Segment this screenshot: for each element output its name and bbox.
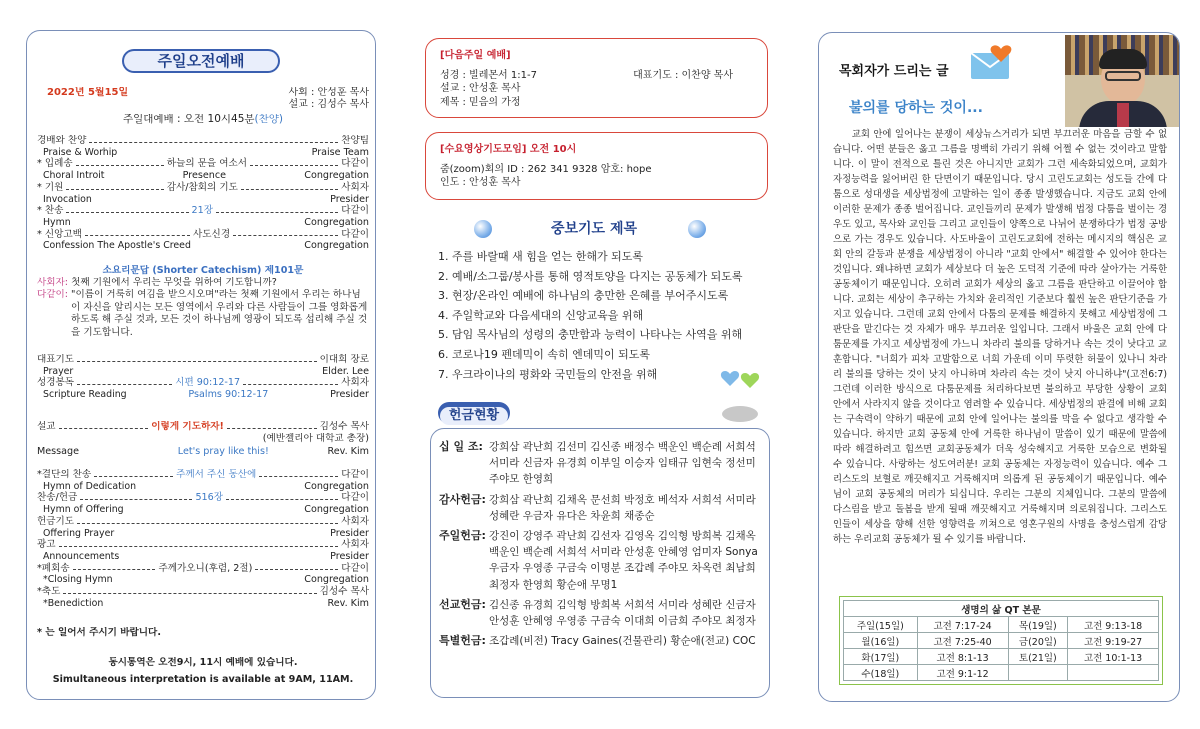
order-item-role: Praise Team	[311, 146, 369, 158]
q-label: 사회자:	[37, 277, 69, 288]
order-item-role: 다같이	[341, 492, 369, 504]
order-item-label: Praise & Worhip	[43, 146, 118, 158]
qt-cell: 고전 7:25-40	[917, 633, 1008, 649]
order-item-label: Invocation	[43, 193, 92, 205]
qt-row	[844, 649, 1159, 665]
order-item-label: *Closing Hymn	[43, 574, 113, 586]
qt-cell: 목(19일)	[1008, 617, 1068, 633]
envelope-heart-icon	[967, 39, 1023, 83]
order-item-role: Congregation	[304, 504, 369, 516]
order-item-role: Presider	[330, 550, 369, 562]
offering-row	[439, 492, 761, 524]
order-item	[37, 528, 369, 540]
order-item	[37, 240, 369, 252]
order-item-label: *폐회송	[37, 562, 70, 574]
qt-row	[844, 633, 1159, 649]
order-item	[37, 229, 369, 241]
dash-leader	[241, 182, 338, 190]
order-item-label: 성경봉독	[37, 377, 75, 389]
spacer	[71, 217, 305, 229]
qt-cell: 화(17일)	[844, 649, 918, 665]
order-list-3	[37, 469, 369, 609]
leader: 사회 : 안성훈 목사	[288, 87, 369, 98]
date-row	[37, 87, 369, 111]
spacer	[103, 598, 327, 610]
order-item-role: 김성수 목사	[319, 586, 369, 598]
order-item-label: Choral Introit	[43, 170, 105, 182]
dash-leader	[80, 492, 192, 500]
qt-cell: 토(21일)	[1008, 649, 1068, 665]
worship-order-panel	[26, 30, 376, 700]
order-item	[37, 135, 369, 147]
dash-leader	[243, 377, 338, 385]
order-item-label: *축도	[37, 586, 61, 598]
order-item-label: * 찬송	[37, 205, 64, 217]
order-item-role: 다같이	[341, 158, 369, 170]
dash-leader	[77, 354, 317, 362]
order-item-role: 이대희 장로	[319, 354, 369, 365]
spacer	[114, 528, 330, 540]
dash-leader	[233, 229, 338, 237]
order-item-label: * 기원	[37, 181, 64, 193]
dash-leader	[63, 586, 316, 594]
next-sermon-title: 제목 : 믿음의 가정	[440, 96, 521, 108]
dash-leader	[77, 516, 338, 524]
order-item	[37, 377, 369, 389]
offering-type: 감사헌금:	[439, 492, 486, 506]
officiants	[288, 87, 369, 111]
sermon-affiliation: (예반젤리아 대학교 총장)	[262, 433, 369, 444]
offering-type: 주일헌금:	[439, 529, 486, 543]
order-item-label: *Benediction	[43, 597, 104, 609]
order-item	[37, 389, 369, 401]
dash-leader	[255, 563, 338, 571]
qt-row	[844, 665, 1159, 681]
offering-title: 헌금현황	[440, 407, 508, 425]
qt-cell: 월(16일)	[844, 633, 918, 649]
next-prayer: 대표기도 : 이찬양 목사	[633, 69, 733, 81]
prayer-item: 3. 현장/온라인 예배에 하나님의 충만한 은혜를 부어주시도록	[438, 289, 729, 303]
a-text: "이름이 거룩히 여김을 받으시오며"라는 첫째 기원에서 우리는 하나님이 자신을 알리시는 모든 영역에서 우리와 다른 사람들이 그를 영화롭게 하도록 해 주실 것과, 모든 것이 하나님께 영광이 되도록 섭리해 주실 것을 기도합니다.	[71, 289, 368, 338]
order-item	[37, 182, 369, 194]
order-item-role: Presider	[330, 389, 369, 401]
order-item	[37, 366, 369, 378]
offering-list	[430, 428, 770, 698]
order-item-label: Scripture Reading	[43, 389, 127, 401]
preacher: 설교 : 김성수 목사	[288, 99, 369, 110]
order-item-label: Announcements	[43, 550, 120, 562]
dash-leader	[76, 158, 164, 166]
order-item-detail: Presence	[182, 170, 227, 182]
order-item-label: Confession The Apostle's Creed	[43, 240, 191, 252]
dash-leader	[66, 182, 163, 190]
offering-names: 조갑례(비전) Tracy Gaines(건물관리) 황순애(전교) COC	[489, 635, 756, 648]
dash-leader	[250, 158, 338, 166]
offering-title-badge	[438, 402, 510, 424]
offering-type: 특별헌금:	[439, 634, 486, 648]
order-item-detail: 사도신경	[193, 228, 231, 240]
order-item-detail: 주께서 주신 동산에	[176, 469, 257, 480]
order-item-role: 사회자	[341, 181, 369, 193]
prayer-item: 4. 주일학교와 다음세대의 신앙교육을 위해	[438, 308, 644, 322]
prayer-title: 중보기도 제목	[550, 221, 638, 237]
message-row: Message Let's pray like this! Rev. Kim	[37, 446, 369, 457]
order-item-label: Prayer	[43, 365, 74, 377]
interpretation-ko: 동시통역은 오전9시, 11시 예배에 있습니다.	[108, 657, 298, 668]
order-item-detail: 주께가오니(후렴, 2절)	[158, 562, 253, 574]
wednesday-prayer-box	[425, 132, 768, 200]
next-preacher: 설교 : 안성훈 목사	[440, 83, 521, 94]
next-week-box	[425, 38, 768, 118]
order-item-label: Offering Prayer	[43, 527, 115, 539]
qt-cell: 고전 10:1-13	[1068, 649, 1159, 665]
order-item-label: * 입례송	[37, 158, 73, 170]
order-item	[37, 563, 369, 575]
qt-cell: 고전 7:17-24	[917, 617, 1008, 633]
pastor-letter-panel	[818, 32, 1180, 702]
sermon-row: 설교 이렇게 기도하자! 김성수 목사	[37, 421, 369, 432]
offering-names: 강희삼 곽난희 김채옥 문선희 박정호 베석자 서희석 서미라 성혜란 우금자 유다은 차윤희 채종순	[489, 493, 756, 522]
order-item-label: Hymn	[43, 216, 71, 228]
dash-leader	[89, 135, 338, 143]
spacer	[119, 551, 330, 563]
order-item	[37, 598, 369, 610]
offering-type: 십 일 조:	[439, 440, 483, 453]
order-item	[37, 205, 369, 217]
spacer	[117, 147, 311, 159]
order-item-label: Hymn of Dedication	[43, 480, 137, 492]
offering-row	[439, 528, 761, 593]
service-time: 주일대예배 : 오전 10시45분(찬양)	[122, 114, 284, 125]
order-item-role: Presider	[330, 527, 369, 539]
offering-type: 선교헌금:	[439, 597, 486, 611]
qt-cell: 고전 9:1-12	[917, 665, 1008, 681]
order-item-label: 대표기도	[37, 354, 75, 365]
order-item	[37, 354, 369, 366]
order-item-label: 찬송/헌금	[37, 492, 78, 504]
order-item-label: 헌금기도	[37, 515, 75, 527]
catechism-q	[37, 277, 369, 289]
order-item	[37, 551, 369, 563]
spacer	[73, 366, 322, 378]
order-item-role: Rev. Kim	[327, 597, 369, 609]
interpretation-en: Simultaneous interpretation is available at 9AM, 11AM.	[52, 674, 354, 685]
offering-names: 강희삼 곽난희 김선미 김신종 배정수 백운인 백순례 서희석 서미라 신금자 유경희 이부일 이승자 임태규 임현숙 정선미 주야모 한영희	[489, 441, 756, 486]
order-item-role: 다같이	[341, 228, 369, 240]
wednesday-heading: [수요영상기도모임] 오전 10시	[440, 144, 577, 155]
spacer	[113, 574, 305, 586]
order-item-detail: 516장	[195, 492, 224, 504]
dash-leader	[259, 469, 338, 477]
qt-cell	[1008, 665, 1068, 681]
order-item	[37, 147, 369, 159]
prayer-item: 7. 우크라이나의 평화와 국민들의 안전을 위해	[438, 367, 658, 381]
prayer-item: 1. 주를 바랄때 새 힘을 얻는 한해가 되도록	[438, 250, 643, 263]
order-item-label: Hymn of Offering	[43, 504, 124, 516]
order-item-role: Congregation	[304, 170, 369, 182]
order-item	[37, 516, 369, 528]
order-item-role: Congregation	[304, 480, 369, 492]
order-item-role: 찬양팀	[341, 135, 369, 146]
order-item	[37, 158, 369, 170]
order-item	[37, 170, 369, 182]
offering-row	[439, 633, 761, 649]
dash-leader	[59, 539, 339, 547]
qt-cell: 수(18일)	[844, 665, 918, 681]
spacer	[191, 240, 304, 252]
worship-title: 주일오전예배	[124, 51, 278, 71]
spacer	[136, 481, 304, 493]
order-list-1	[37, 135, 369, 252]
spacer	[124, 504, 305, 516]
offering-row	[439, 597, 761, 629]
order-item	[37, 469, 369, 481]
order-item-label: *결단의 찬송	[37, 469, 92, 480]
zoom-info: 줌(zoom)회의 ID : 262 341 9328 암호: hope	[440, 163, 652, 175]
order-item	[37, 504, 369, 516]
order-item-label: * 신앙고백	[37, 228, 82, 240]
order-item	[37, 586, 369, 598]
order-item-role: Elder. Lee	[322, 365, 369, 377]
order-item	[37, 217, 369, 229]
order-item-detail: 하늘의 문을 여소서	[166, 158, 248, 170]
dash-leader	[77, 377, 172, 385]
order-item-role: 사회자	[341, 377, 369, 389]
order-item-detail: 21장	[191, 205, 214, 217]
dash-leader	[85, 229, 190, 237]
order-item	[37, 194, 369, 206]
q-text: 첫째 기원에서 우리는 무엇을 위하여 기도합니까?	[71, 277, 277, 288]
dash-leader	[226, 492, 338, 500]
qt-row	[844, 617, 1159, 633]
order-item-label: 경배와 찬양	[37, 135, 87, 146]
qt-cell: 고전 8:1-13	[917, 649, 1008, 665]
order-item-detail: 감사/참회의 기도	[166, 181, 238, 193]
qt-table	[839, 596, 1163, 685]
order-item-role: 사회자	[341, 515, 369, 527]
prayer-item: 2. 예배/소그룹/봉사를 통해 영적토양을 다지는 공동체가 되도록	[438, 269, 743, 283]
qt-cell	[1068, 665, 1159, 681]
dash-leader	[73, 563, 156, 571]
qt-title: 생명의 삶 QT 본문	[844, 601, 1159, 617]
order-item-role: 사회자	[341, 539, 369, 551]
order-item-label: 광고	[37, 539, 56, 551]
catechism-a	[37, 289, 369, 339]
qt-cell: 금(20일)	[1008, 633, 1068, 649]
prayer-item: 6. 코로나19 펜데믹이 속히 엔데믹이 되도록	[438, 347, 650, 361]
order-item-role: Congregation	[304, 574, 369, 586]
order-item-role: 다같이	[341, 469, 369, 480]
order-item-role: Congregation	[304, 216, 369, 228]
order-item-role: 다같이	[341, 562, 369, 574]
qt-cell: 고전 9:13-18	[1068, 617, 1159, 633]
order-list-2	[37, 354, 369, 401]
offering-names: 강진이 강영주 곽난희 김선자 김영옥 김익형 방희복 김채옥 백운인 백순례 서희석 서미라 안성훈 안혜영 엄미자 Sonya 우금자 우영종 구금숙 이명분 조갑례 주야모 차옥련 최남희 최정자 한영희 황순애 무명1	[489, 530, 758, 591]
service-time-note: (찬양)	[254, 114, 284, 125]
worship-title-badge	[122, 49, 280, 73]
next-week-heading: [다음주일 예배]	[440, 50, 511, 61]
qt-cell: 주일(15일)	[844, 617, 918, 633]
a-label: 다같이:	[37, 289, 69, 300]
catechism-title: 소요리문답 (Shorter Catechism) 제101문	[102, 265, 304, 276]
order-item-detail: 시편 90:12-17	[175, 377, 241, 389]
wednesday-leader: 인도 : 안성훈 목사	[440, 177, 521, 188]
order-item	[37, 481, 369, 493]
dash-leader	[66, 205, 188, 213]
offering-row	[439, 439, 761, 488]
letter-title: 목회자가 드리는 글	[839, 64, 949, 79]
order-item-role: Congregation	[304, 240, 369, 252]
order-item-role: Presider	[330, 193, 369, 205]
service-date: 2022년 5월15일	[47, 87, 129, 98]
order-item	[37, 574, 369, 586]
order-item-detail: Psalms 90:12-17	[188, 389, 269, 401]
order-item	[37, 539, 369, 551]
prayer-item: 5. 담임 목사님의 성령의 충만함과 능력이 나타나는 사역을 위해	[438, 328, 743, 342]
spacer	[92, 194, 330, 206]
dash-leader	[94, 469, 173, 477]
qt-cell: 고전 9:19-27	[1068, 633, 1159, 649]
pastor-photo	[1065, 35, 1179, 127]
heart-bubbles-icon	[718, 362, 768, 430]
dash-leader	[216, 205, 338, 213]
next-scripture: 성경 : 빌레몬서 1:1-7	[440, 69, 537, 81]
letter-body: 교회 안에 일어나는 분쟁이 세상뉴스거리가 되면 부끄러운 마음을 금할 수 없습니다. 어떤 분들은 옳고 그름을 명백히 가리기 위해 어쩔 수 없는 것이라고 말합니다. 이 말이 전적으로 틀린 것은 아니지만 교회가 그런 세속화되었으며, 교회가 자정능력을 잃어버린 한 단면이기 때문입니다. 당시 고린도교회는 성도들 간에 다툼으로 성대생을 세상법정에 고발하는 일이 종종 발생했습니다. 지금도 교회 안에 이러한 문제가 종종 벌어집니다. 교인들끼리 문제가 발생해 법정 다툼을 벌이는 경우도 있고, 목사와 교인들 그리고 교인들이 양쪽으로 나뉘어 분쟁하다가 법정 공방으로 가는 경우도 있습니다. 사도바울이 고린도교회에 전하는 메시지의 핵심은 교회 안의 갈등과 분쟁을 세상법정이 아니라 "교회 안에서" 해결할 수 있어야 한다는 것입니다. 왜냐하면 교회가 세상보다 더 높은 도덕적 기준에 따라 살아가는 거룩한 공동체이기 때문입니다. 오히려 교회가 세상의 옳고 그름을 판단하고 이끌어야 합니다. 교회는 세상이 추구하는 가치와 윤리적인 기준보다 훨씬 높은 판단기준을 가지고 있습니다. 그런데 교회 안에서 다툼의 문제를 해결하지 못해고 세상법정에 그 판단을 맡긴다는 것 자체가 매우 부끄러운 일입니다. 그래서 바울은 교회 안에 다툼문제를 가지고 세상법정에 가느니 차라리 불의를 당하거나 속는 것이 낫다고 교훈합니다. "너희가 피차 고발함으로 너희 가운데 이미 뚜렷한 허물이 있나니 차라리 불의를 당하는 것이 낫지 아니하며 차라리 속는 것이 낫지 아니하냐"(고전6:7) 그런데 이러한 방식으로 다툼문제를 처리하다보면 불의하고 부당한 상황이 교회 안에서 사라지지 않을 것이다고 염려할 수 있습니다. 세상법정의 판결에 비해 교회는 구속력이 약하기 때문에 교회 안에 일어나는 불의를 막을 수 없다고 생각할 수 있습니다. 하지만 교회 공동체 안에 거룩한 하나님이 말씀이 있기 때문에 말씀에 따라 해결하려고 힘쓰면 교회공동체가 더욱 성숙해지고 거룩한 모습으로 변화될 수 있습니다. 사랑하는 성도여러분! 교회 공동체는 자정능력이 있습니다. 예수 그리스도의 보혈로 깨끗해지고 거룩해지며 의롭게 된 공동체이기 때문입니다. 예수님이 교회 공동체의 머리가 되십니다. 우리는 그분의 지체입니다. 그분의 말씀에 다스림을 받고 돌봄을 받게 될때 깨끗해지고 거룩해지며 의로워집니다. 그리스도인들이 세상을 향해 선한 영향력을 끼쳐으로 영혼구원의 사명을 충성스럽게 감당하는 우리교회 공동체가 될 수 있기를 바랍니다.	[833, 129, 1167, 545]
stand-note: * 는 일어서 주시기 바랍니다.	[37, 627, 161, 638]
letter-subtitle: 불의를 당하는 것이...	[849, 100, 983, 116]
offering-names: 김신종 유경희 김익형 방희복 서희석 서미라 성혜란 신금자 안성훈 안혜영 우영종 구금숙 이대희 이금희 주야모 최정자	[489, 598, 756, 628]
order-item	[37, 492, 369, 504]
order-item-role: 다같이	[341, 205, 369, 217]
